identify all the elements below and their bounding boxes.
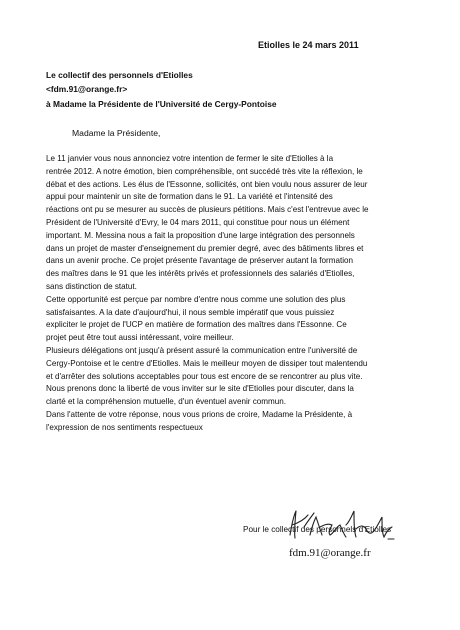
signature-email: fdm.91@orange.fr [289,547,371,559]
body-line: clarté et la compréhension mutuelle, d'un éventuel avenir commun. [46,397,286,407]
body-line: projet peut être tout aussi intéressant, voire meilleur. [46,333,234,343]
body-line: rentrée 2012. A notre émotion, bien compréhensible, ont succédé très vite la réflexion, le [46,166,363,176]
sender-name: Le collectif des personnels d'Etiolles [46,70,193,80]
body-line: sans distinction de statut. [46,281,137,291]
body-line: Plusieurs délégations ont jusqu'à présent assuré la communication entre l'université de [46,345,358,355]
body-line: réactions ont pu se mesurer au succès de plusieurs pétitions. Mais c'est l'entrevue avec le [46,205,369,215]
body-line: dans un avenir proche. Ce projet présente l'avantage de préserver autant la formation [46,256,354,266]
body-line: Cergy-Pontoise et le centre d'Etiolles. Mais le meilleur moyen de dissiper tout malentendu [46,358,368,368]
salutation: Madame la Présidente, [72,128,161,138]
sender-email: <fdm.91@orange.fr> [46,84,128,94]
closing-line: Pour le collectif des personnels d'Etiolles [243,525,392,534]
body-line: expliciter le projet de l'UCP en matière de formation des maîtres dans l'Essonne. Ce [46,320,347,330]
body-line: Le 11 janvier vous nous annonciez votre intention de fermer le site d'Etiolles à la [46,154,334,163]
body-line: Président de l'Université d'Evry, le 04 mars 2011, qui constitue pour nous un élément [46,217,350,227]
body-line: débat et des actions. Les élus de l'Essonne, sollicités, ont bien voulu nous assurer de leur [46,179,368,189]
body-line: l'expression de nos sentiments respectueux [46,422,203,432]
body-line: Cette opportunité est perçue par nombre d'entre nous comme une solution des plus [46,294,346,304]
body-line: dans un projet de master d'enseignement du premier degré, avec des bâtiments libres et [46,243,364,253]
body-line: important. M. Messina nous a fait la proposition d'une large intégration des personnels [46,230,355,240]
body-line: Dans l'attente de votre réponse, nous vous prions de croire, Madame la Présidente, à [46,409,353,419]
body-line: appui pour maintenir un site de formation dans le 91. La variété et l'intensité des [46,192,333,202]
letter-date: Etiolles le 24 mars 2011 [258,40,359,50]
body-line: Nous prenons donc la liberté de vous inviter sur le site d'Etiolles pour discuter, dans la [46,384,354,394]
letter-body [46,153,426,435]
recipient-line: à Madame la Présidente de l'Université de Cergy-Pontoise [46,99,277,109]
body-line: des maîtres dans le 91 que les intérêts privés et professionnels des salariés d'Etiolles, [46,269,355,279]
body-line: et d'arrêter des solutions acceptables pour tous est encore de se rencontrer au plus vite. [46,371,363,381]
body-line: satisfaisantes. A la date d'aujourd'hui, il nous semble impératif que vous puissiez [46,307,335,317]
